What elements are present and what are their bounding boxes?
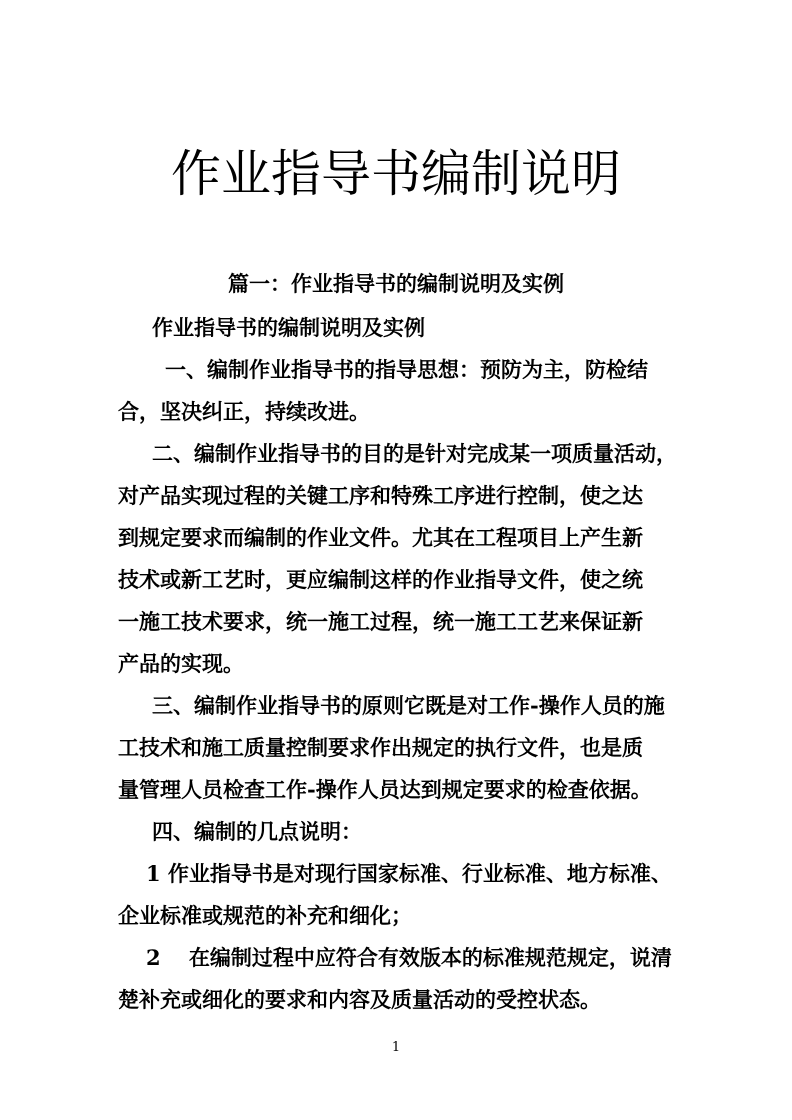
paragraph-line: 四、编制的几点说明： — [152, 819, 362, 844]
paragraph-line: 二、编制作业指导书的目的是针对完成某一项质量活动， — [152, 441, 677, 466]
paragraph-line: 一施工技术要求，统一施工过程，统一施工工艺来保证新 — [118, 609, 643, 634]
paragraph-line: 三、编制作业指导书的原则它既是对工作-操作人员的施 — [152, 693, 665, 718]
paragraph-line: 作业指导书的编制说明及实例 — [152, 315, 425, 340]
paragraph-line: 技术或新工艺时，更应编制这样的作业指导文件，使之统 — [118, 567, 643, 592]
paragraph-line: 企业标准或规范的补充和细化； — [118, 903, 412, 928]
paragraph-line: 量管理人员检查工作-操作人员达到规定要求的检查依据。 — [118, 777, 652, 802]
page-number: 1 — [391, 1040, 401, 1055]
document-title: 作业指导书编制说明 — [171, 145, 621, 203]
paragraph-line: 到规定要求而编制的作业文件。尤其在工程项目上产生新 — [118, 525, 643, 550]
paragraph-line: 工技术和施工质量控制要求作出规定的执行文件，也是质 — [118, 735, 643, 760]
paragraph-line: 对产品实现过程的关键工序和特殊工序进行控制，使之达 — [118, 483, 643, 508]
paragraph-line: 楚补充或细化的要求和内容及质量活动的受控状态。 — [118, 987, 601, 1012]
paragraph-line: 2 在编制过程中应符合有效版本的标准规范规定，说清 — [146, 945, 672, 970]
paragraph-line: 1 作业指导书是对现行国家标准、行业标准、地方标准、 — [146, 861, 672, 886]
paragraph-line: 产品的实现。 — [118, 651, 244, 676]
document-subtitle: 篇一：作业指导书的编制说明及实例 — [228, 271, 564, 296]
paragraph-line: 合，坚决纠正，持续改进。 — [118, 399, 370, 424]
paragraph-line: 一、编制作业指导书的指导思想：预防为主，防检结 — [165, 357, 648, 382]
